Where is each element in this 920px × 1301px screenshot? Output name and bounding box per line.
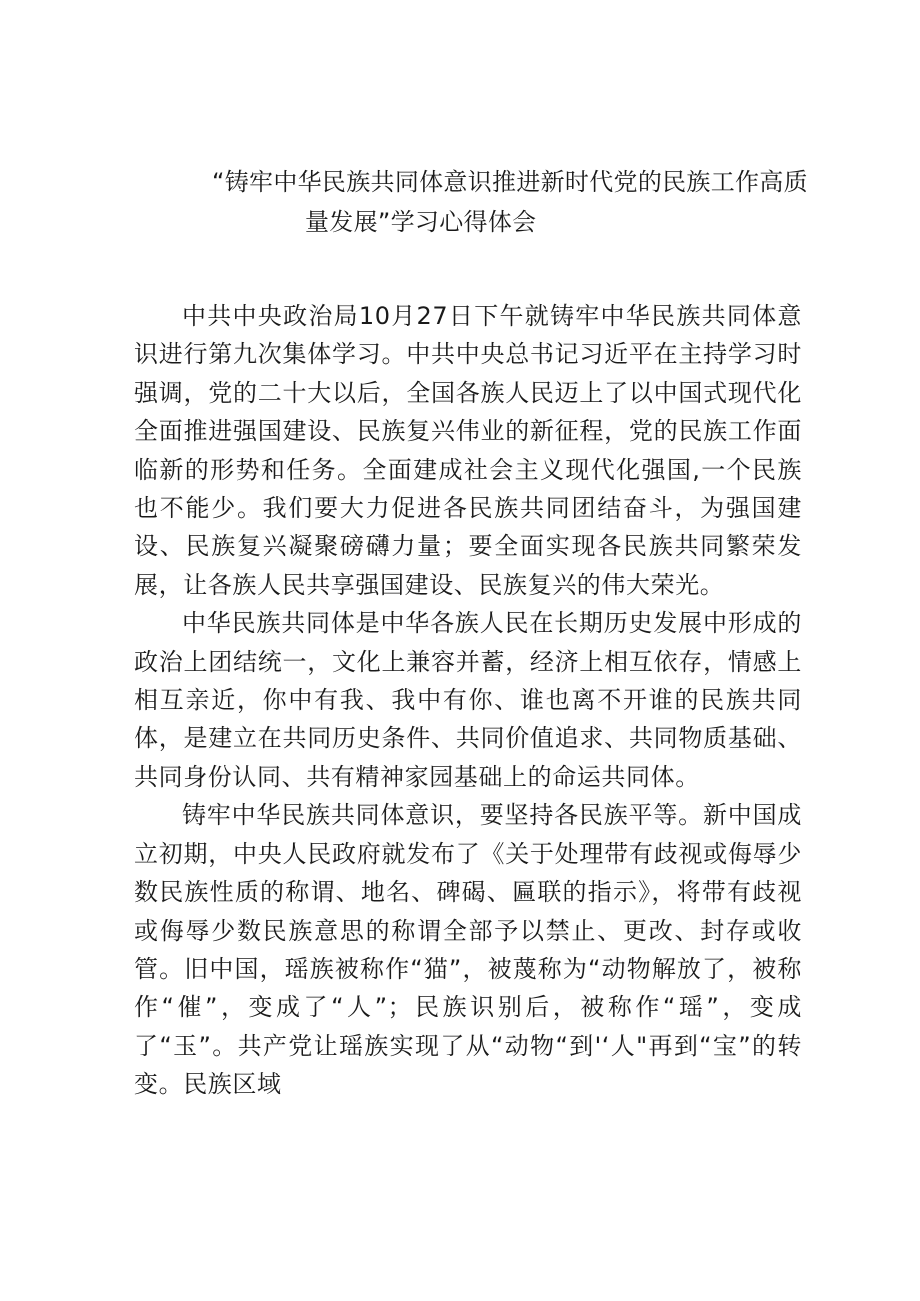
document-title: [0, 162, 920, 242]
document-body: [134, 297, 802, 1104]
paragraph-1: 中共中央政治局10月27日下午就铸牢中华民族共同体意识进行第九次集体学习。中共中央总书记习近平在主持学习时强调，党的二十大以后，全国各族人民迈上了以中国式现代化全面推进强国建设、民族复兴伟业的新征程，党的民族工作面临新的形势和任务。全面建成社会主义现代化强国,一个民族也不能少。我们要大力促进各民族共同团结奋斗，为强国建设、民族复兴凝聚磅礴力量；要全面实现各民族共同繁荣发展，让各族人民共享强国建设、民族复兴的伟大荣光。: [134, 302, 802, 599]
paragraph-3: 铸牢中华民族共同体意识，要坚持各民族平等。新中国成立初期，中央人民政府就发布了《关于处理带有歧视或侮辱少数民族性质的称谓、地名、碑碣、匾联的指示》，将带有歧视或侮辱少数民族意思的称谓全部予以禁止、更改、封存或收管。旧中国，瑶族被称作“猫”，被蔑称为“动物解放了，被称作“催”，变成了“人”；民族识别后，被称作“瑶”，变成了“玉”。共产党让瑶族实现了从“动物“到'‘人"再到“宝”的转变。民族区域: [134, 801, 802, 1099]
paragraph-2: 中华民族共同体是中华各族人民在长期历史发展中形成的政治上团结统一，文化上兼容并蓄，经济上相互依存，情感上相互亲近，你中有我、我中有你、谁也离不开谁的民族共同体，是建立在共同历史条件、共同价值追求、共同物质基础、共同身份认同、共有精神家园基础上的命运共同体。: [134, 609, 802, 791]
title-line-1: “铸牢中华民族共同体意识推进新时代党的民族工作高质: [212, 168, 808, 196]
title-line-2: 量发展”学习心得体会: [305, 208, 537, 236]
